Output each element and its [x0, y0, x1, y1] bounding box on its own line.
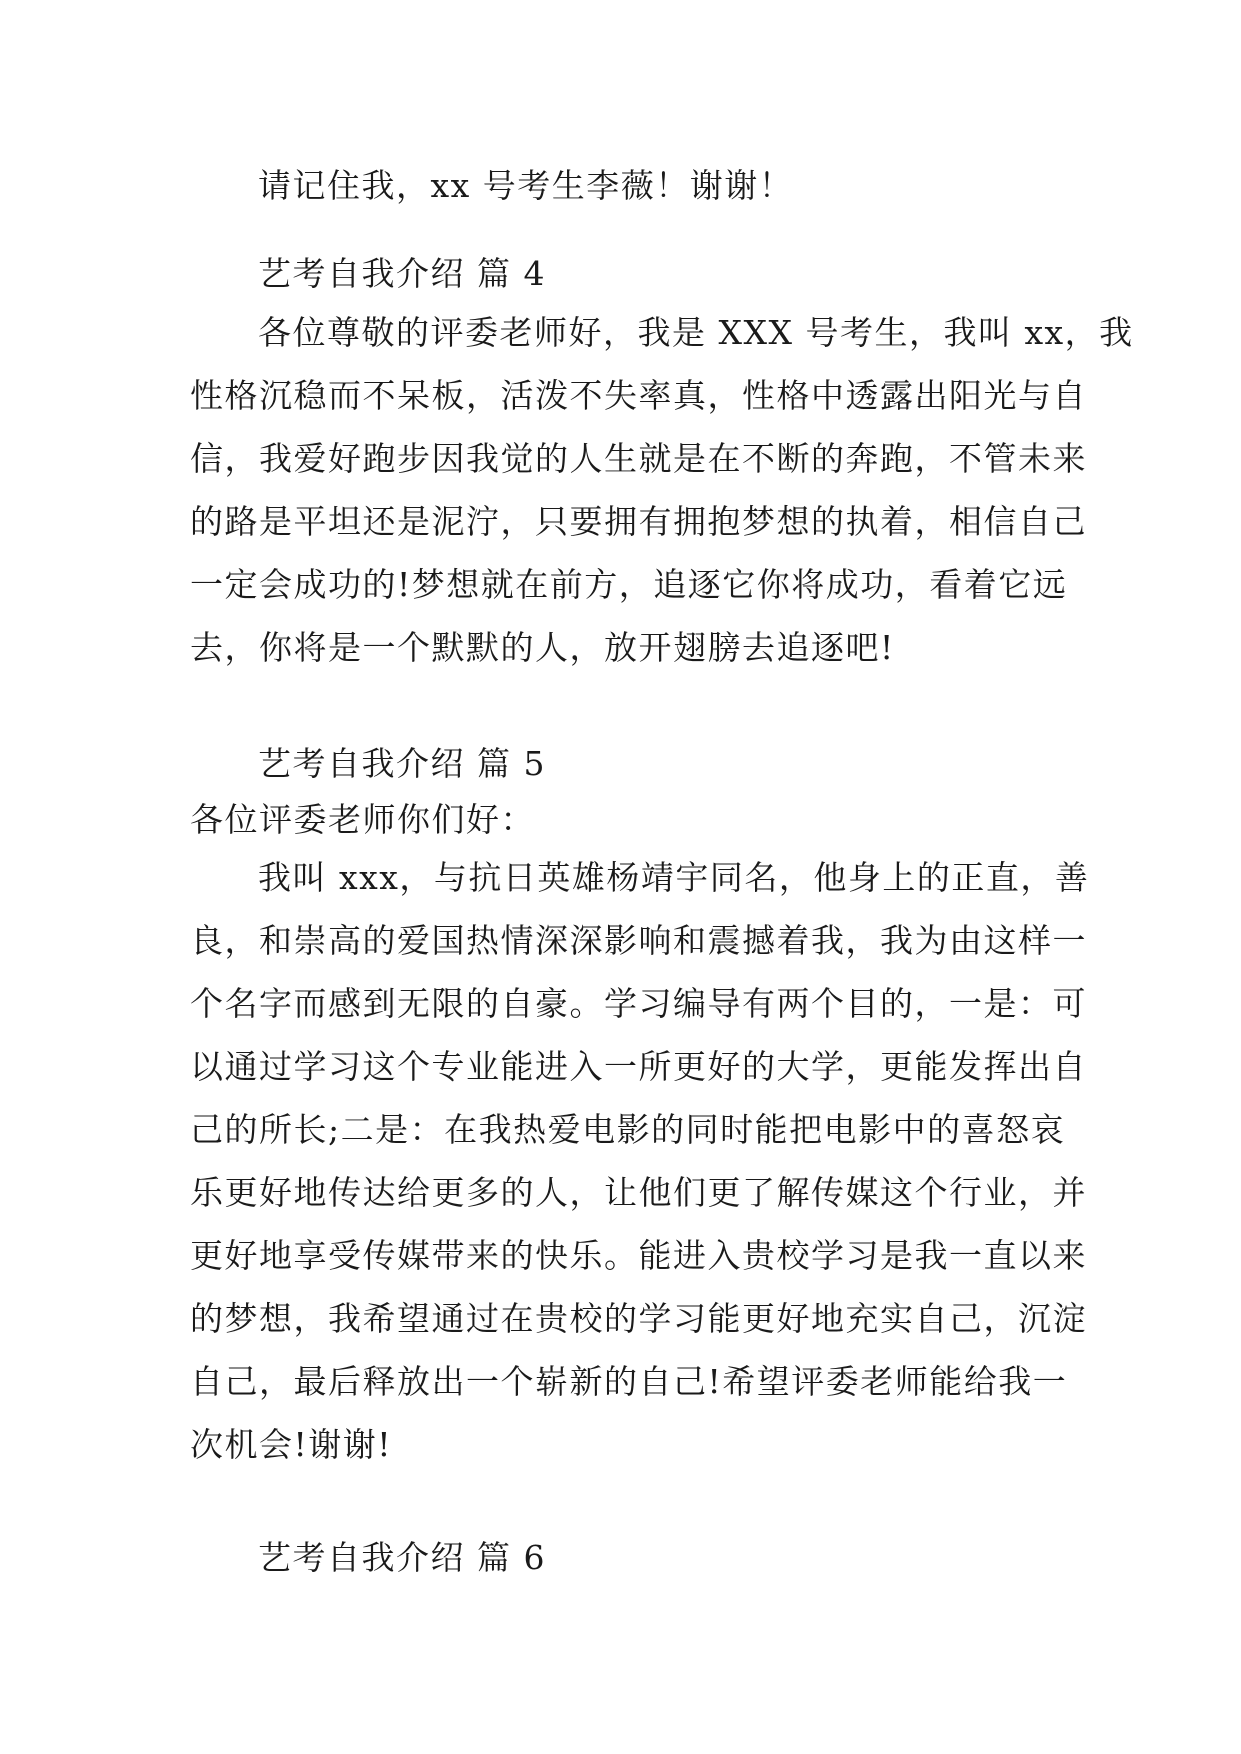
paragraph-line: 自己，最后释放出一个崭新的自己!希望评委老师能给我一 — [190, 1362, 1068, 1401]
paragraph-line: 各位尊敬的评委老师好，我是 XXX 号考生，我叫 xx，我 — [258, 313, 1134, 352]
paragraph-line: 个名字而感到无限的自豪。学习编导有两个目的，一是：可 — [190, 984, 1087, 1023]
paragraph-line: 乐更好地传达给更多的人，让他们更了解传媒这个行业，并 — [190, 1173, 1087, 1212]
paragraph-line: 更好地享受传媒带来的快乐。能进入贵校学习是我一直以来 — [190, 1236, 1087, 1275]
section-heading-6: 艺考自我介绍 篇 6 — [258, 1538, 546, 1577]
paragraph-line: 信，我爱好跑步因我觉的人生就是在不断的奔跑，不管未来 — [190, 439, 1087, 478]
paragraph-line: 去，你将是一个默默的人，放开翅膀去追逐吧! — [190, 628, 895, 667]
paragraph-line: 己的所长;二是：在我热爱电影的同时能把电影中的喜怒哀 — [190, 1110, 1066, 1149]
paragraph-line: 的路是平坦还是泥泞，只要拥有拥抱梦想的执着，相信自己 — [190, 502, 1087, 541]
paragraph-line: 我叫 xxx，与抗日英雄杨靖宇同名，他身上的正直，善 — [258, 858, 1090, 897]
paragraph-line: 一定会成功的!梦想就在前方，追逐它你将成功，看着它远 — [190, 565, 1068, 604]
closing-line: 请记住我，xx 号考生李薇！谢谢！ — [258, 166, 794, 205]
section-heading-5: 艺考自我介绍 篇 5 — [258, 744, 546, 783]
paragraph-line: 性格沉稳而不呆板，活泼不失率真，性格中透露出阳光与自 — [190, 376, 1087, 415]
paragraph-line: 的梦想，我希望通过在贵校的学习能更好地充实自己，沉淀 — [190, 1299, 1087, 1338]
paragraph-line: 次机会!谢谢! — [190, 1425, 393, 1464]
section-heading-4: 艺考自我介绍 篇 4 — [258, 254, 546, 293]
paragraph-line: 良，和崇高的爱国热情深深影响和震撼着我，我为由这样一 — [190, 921, 1087, 960]
paragraph-line: 以通过学习这个专业能进入一所更好的大学，更能发挥出自 — [190, 1047, 1087, 1086]
greeting-line: 各位评委老师你们好： — [190, 800, 535, 839]
